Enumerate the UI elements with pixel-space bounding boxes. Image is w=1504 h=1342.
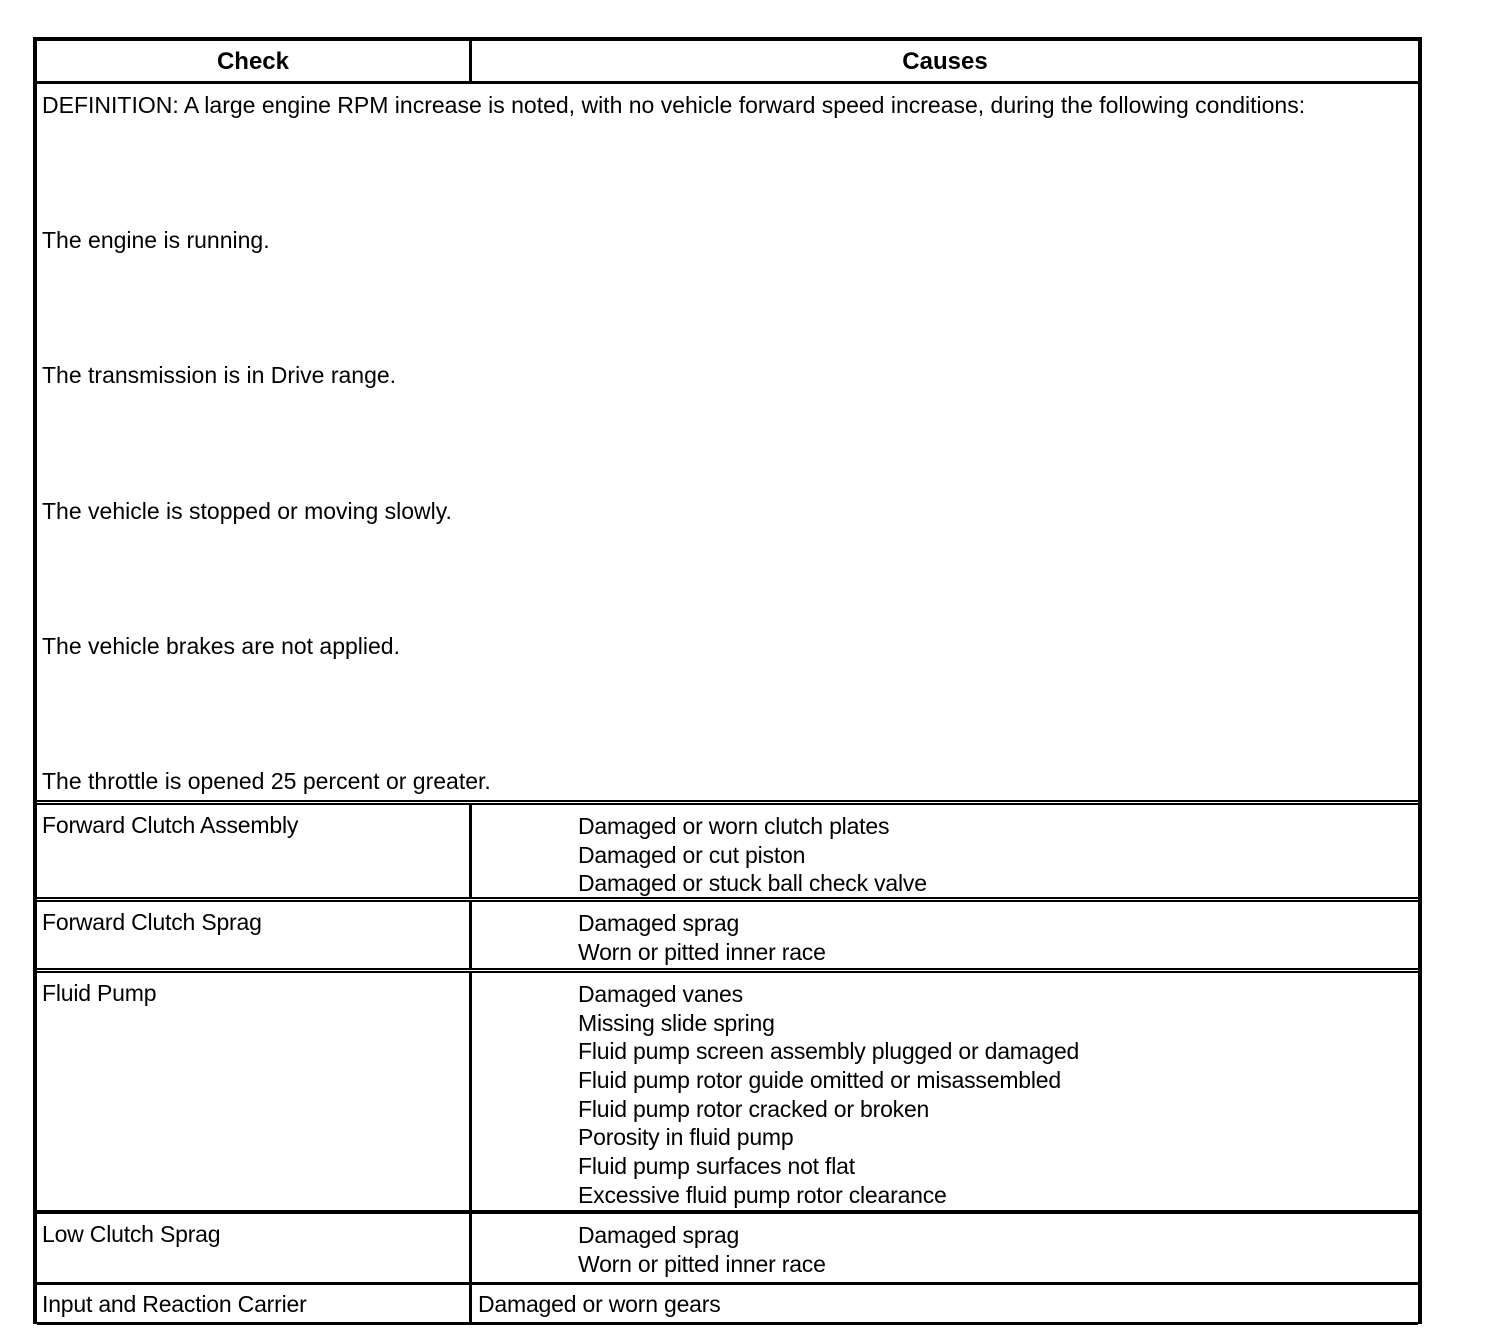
cause-list: [578, 812, 927, 898]
definition-title: DEFINITION: A large engine RPM increase is noted, with no vehicle forward speed increase, during the following conditions:: [42, 92, 1306, 118]
definition-condition: The vehicle brakes are not applied.: [42, 633, 400, 659]
cause-item: Damaged sprag: [578, 1222, 740, 1248]
check-cell: Input and Reaction Carrier: [42, 1291, 307, 1317]
column-divider: [469, 902, 472, 968]
check-cell: Forward Clutch Sprag: [42, 909, 262, 935]
header-check: Check: [216, 48, 290, 75]
column-divider: [469, 805, 472, 897]
cause-item: Fluid pump rotor guide omitted or misassembled: [578, 1067, 1061, 1094]
definition-condition: The vehicle is stopped or moving slowly.: [42, 498, 452, 524]
check-cell: Fluid Pump: [42, 980, 157, 1006]
cause-item: Fluid pump screen assembly plugged or damaged: [578, 1038, 1080, 1065]
cause-item: Fluid pump surfaces not flat: [578, 1153, 855, 1180]
cause-item: Damaged or worn clutch plates: [578, 813, 890, 839]
cause-item: Damaged or cut piston: [578, 841, 806, 868]
definition-condition: The engine is running.: [42, 227, 270, 253]
table-row: [37, 1285, 1418, 1322]
cause-item: Missing slide spring: [578, 1009, 775, 1036]
table-row: [37, 805, 1418, 897]
cause-item: Damaged sprag: [578, 910, 740, 936]
cause-list: [578, 909, 826, 966]
table-row: [37, 973, 1418, 1210]
definition-condition: The transmission is in Drive range.: [42, 362, 397, 388]
cause-list: [578, 980, 1079, 1210]
header-divider: [469, 41, 472, 81]
cause-item: Worn or pitted inner race: [578, 938, 826, 965]
check-cell: Low Clutch Sprag: [42, 1221, 221, 1247]
cause-item: Damaged or stuck ball check valve: [578, 870, 927, 897]
column-divider: [469, 1214, 472, 1282]
cause-item: Damaged or worn gears: [478, 1291, 721, 1317]
cause-list: [578, 1221, 826, 1278]
header-causes: Causes: [902, 48, 988, 75]
table-row: [37, 1214, 1418, 1282]
table-row: [37, 902, 1418, 968]
cause-item: Excessive fluid pump rotor clearance: [578, 1181, 947, 1208]
table-bottom-rule: [37, 1322, 1418, 1325]
cause-item: Fluid pump rotor cracked or broken: [578, 1095, 930, 1122]
cause-item: Damaged vanes: [578, 981, 743, 1007]
column-divider: [469, 1285, 472, 1322]
column-divider: [469, 973, 472, 1210]
definition-condition: The throttle is opened 25 percent or greater.: [42, 768, 491, 794]
diagnosis-table: [33, 37, 1422, 1324]
check-cell: Forward Clutch Assembly: [42, 812, 299, 838]
cause-item: Porosity in fluid pump: [578, 1124, 794, 1151]
header-rule: [37, 81, 1418, 84]
cause-item: Worn or pitted inner race: [578, 1250, 826, 1277]
